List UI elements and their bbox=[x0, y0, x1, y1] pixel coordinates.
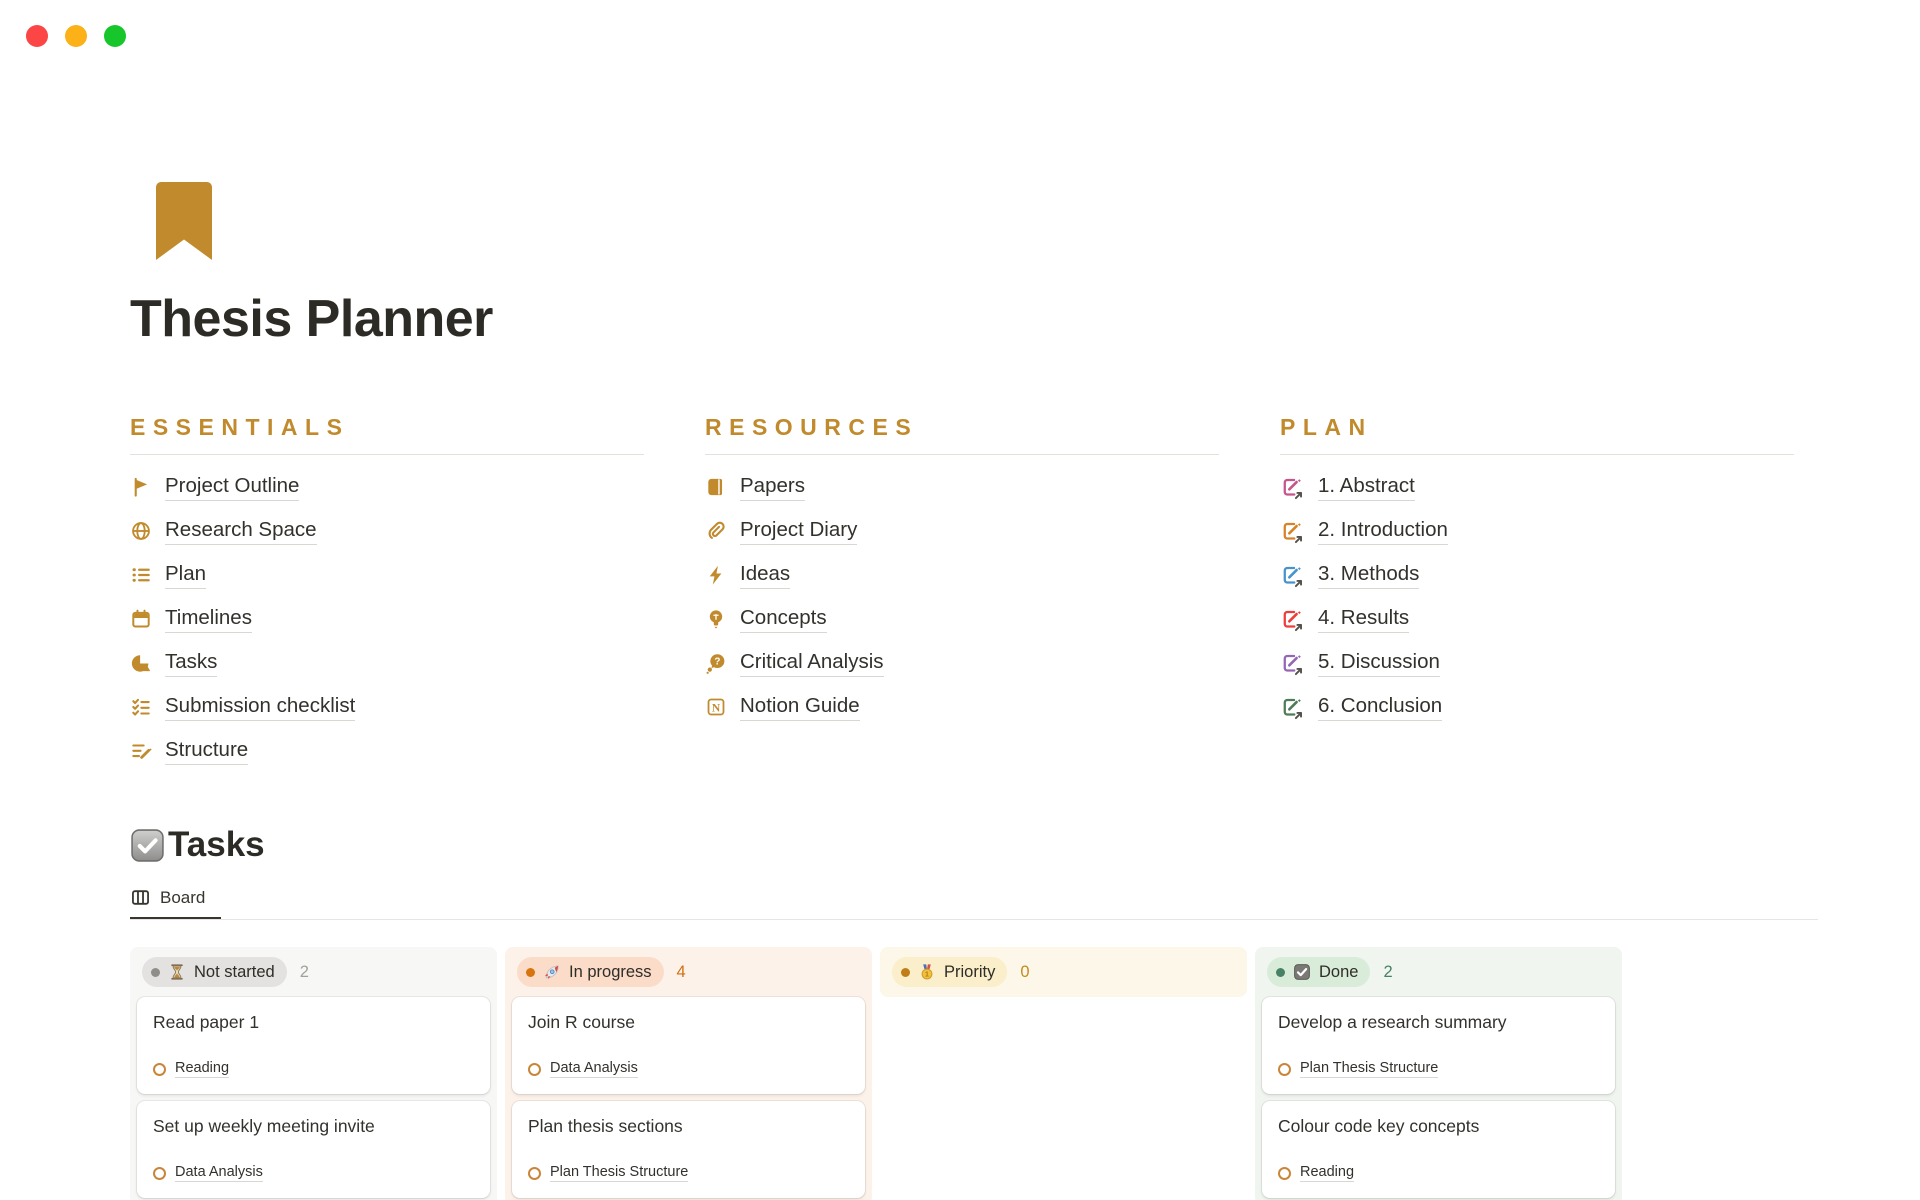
link-concepts[interactable] bbox=[705, 597, 1219, 641]
link-critical-analysis[interactable] bbox=[705, 641, 1219, 685]
paperclip-icon bbox=[705, 520, 727, 542]
column-count: 2 bbox=[1383, 962, 1393, 981]
section-essentials bbox=[130, 414, 644, 773]
task-card[interactable] bbox=[137, 997, 490, 1094]
thought-question-icon bbox=[705, 652, 727, 674]
link-label: Timelines bbox=[165, 606, 252, 633]
column-header bbox=[512, 954, 865, 990]
lightning-icon bbox=[705, 564, 727, 586]
section-heading: PLAN bbox=[1280, 414, 1794, 455]
tab-label: Board bbox=[160, 887, 206, 907]
section-heading: RESOURCES bbox=[705, 414, 1219, 455]
link-plan[interactable] bbox=[130, 553, 644, 597]
card-title: Set up weekly meeting invite bbox=[153, 1116, 375, 1136]
checkbox-check-icon bbox=[130, 828, 165, 863]
pie-chart-icon bbox=[130, 652, 152, 674]
link-project-diary[interactable] bbox=[705, 509, 1219, 553]
link-label: Research Space bbox=[165, 518, 317, 545]
link-structure[interactable] bbox=[130, 729, 644, 773]
compose-icon bbox=[1280, 519, 1305, 544]
zoom-button[interactable] bbox=[104, 25, 126, 47]
compose-icon bbox=[1280, 651, 1305, 676]
link-methods[interactable] bbox=[1280, 553, 1794, 597]
link-label: Plan bbox=[165, 562, 206, 589]
column-header bbox=[1262, 954, 1615, 990]
link-conclusion[interactable] bbox=[1280, 685, 1794, 729]
link-label: Notion Guide bbox=[740, 694, 860, 721]
link-tasks[interactable] bbox=[130, 641, 644, 685]
tag-label: Reading bbox=[1300, 1164, 1355, 1180]
tag-label: Reading bbox=[175, 1060, 230, 1076]
task-card[interactable] bbox=[512, 1101, 865, 1198]
link-label: Concepts bbox=[740, 606, 827, 633]
card-tag bbox=[528, 1060, 849, 1078]
compose-icon bbox=[1280, 475, 1305, 500]
close-button[interactable] bbox=[26, 25, 48, 47]
link-label: 5. Discussion bbox=[1318, 650, 1440, 677]
tasks-title: Tasks bbox=[168, 825, 265, 864]
link-label: 2. Introduction bbox=[1318, 518, 1448, 545]
tag-label: Plan Thesis Structure bbox=[1300, 1060, 1439, 1076]
link-papers[interactable] bbox=[705, 465, 1219, 509]
page bbox=[0, 182, 1920, 1200]
checkbox-check-icon bbox=[1293, 963, 1311, 981]
compose-icon bbox=[1280, 563, 1305, 588]
window-controls bbox=[26, 25, 126, 47]
status-pill[interactable] bbox=[517, 957, 664, 987]
link-label: 1. Abstract bbox=[1318, 474, 1415, 501]
status-dot bbox=[151, 968, 160, 977]
flag-icon bbox=[130, 476, 152, 498]
pencil-lines-icon bbox=[130, 740, 152, 762]
link-project-outline[interactable] bbox=[130, 465, 644, 509]
minimize-button[interactable] bbox=[65, 25, 87, 47]
view-tabbar bbox=[130, 883, 1818, 920]
kanban-column-not-started bbox=[130, 947, 497, 1200]
circle-ring-icon bbox=[153, 1167, 166, 1180]
globe-icon bbox=[130, 520, 152, 542]
card-title: Join R course bbox=[528, 1012, 635, 1032]
card-tag bbox=[1278, 1060, 1599, 1078]
tag-label: Plan Thesis Structure bbox=[550, 1164, 689, 1180]
lightbulb-icon bbox=[705, 608, 727, 630]
link-timelines[interactable] bbox=[130, 597, 644, 641]
link-label: Project Diary bbox=[740, 518, 857, 545]
compose-icon bbox=[1280, 607, 1305, 632]
compose-icon bbox=[1280, 695, 1305, 720]
book-icon bbox=[705, 476, 727, 498]
checklist-icon bbox=[130, 696, 152, 718]
column-header bbox=[137, 954, 490, 990]
task-card[interactable] bbox=[1262, 1101, 1615, 1198]
link-label: Submission checklist bbox=[165, 694, 355, 721]
section-heading: ESSENTIALS bbox=[130, 414, 644, 455]
circle-ring-icon bbox=[153, 1063, 166, 1076]
status-dot bbox=[901, 968, 910, 977]
card-title: Plan thesis sections bbox=[528, 1116, 683, 1136]
svg-text:1: 1 bbox=[924, 969, 930, 979]
status-label: In progress bbox=[569, 962, 652, 981]
task-card[interactable] bbox=[512, 997, 865, 1094]
calendar-icon bbox=[130, 608, 152, 630]
status-dot bbox=[526, 968, 535, 977]
section-resources bbox=[705, 414, 1219, 773]
svg-text:N: N bbox=[711, 702, 721, 715]
board-view-icon bbox=[130, 887, 151, 908]
status-label: Priority bbox=[944, 962, 996, 981]
circle-ring-icon bbox=[1278, 1167, 1291, 1180]
tag-label: Data Analysis bbox=[175, 1164, 263, 1180]
kanban-column-done bbox=[1255, 947, 1622, 1200]
link-label: Papers bbox=[740, 474, 805, 501]
status-label: Done bbox=[1319, 962, 1359, 981]
link-label: Ideas bbox=[740, 562, 790, 589]
link-submission-checklist[interactable] bbox=[130, 685, 644, 729]
bookmark-icon[interactable] bbox=[156, 182, 212, 260]
link-columns bbox=[130, 414, 1920, 773]
circle-ring-icon bbox=[528, 1167, 541, 1180]
svg-text:?: ? bbox=[714, 656, 721, 668]
link-label: 4. Results bbox=[1318, 606, 1409, 633]
card-tag bbox=[1278, 1164, 1599, 1182]
status-pill[interactable] bbox=[892, 957, 1007, 987]
rocket-icon bbox=[543, 963, 561, 981]
status-pill[interactable] bbox=[1267, 957, 1370, 987]
circle-ring-icon bbox=[528, 1063, 541, 1076]
hourglass-icon bbox=[168, 963, 186, 981]
card-title: Develop a research summary bbox=[1278, 1012, 1507, 1032]
card-tag bbox=[153, 1060, 474, 1078]
link-results[interactable] bbox=[1280, 597, 1794, 641]
medal-icon bbox=[918, 963, 936, 981]
kanban-column-priority bbox=[880, 947, 1247, 997]
link-abstract[interactable] bbox=[1280, 465, 1794, 509]
task-card[interactable] bbox=[1262, 997, 1615, 1094]
card-tag bbox=[528, 1164, 849, 1182]
link-notion-guide[interactable] bbox=[705, 685, 1219, 729]
tasks-heading bbox=[130, 825, 1920, 865]
link-ideas[interactable] bbox=[705, 553, 1219, 597]
card-tag bbox=[153, 1164, 474, 1182]
status-pill[interactable] bbox=[142, 957, 287, 987]
link-label: 3. Methods bbox=[1318, 562, 1419, 589]
section-plan bbox=[1280, 414, 1794, 773]
link-label: Tasks bbox=[165, 650, 217, 677]
column-count: 0 bbox=[1020, 962, 1030, 981]
card-title: Read paper 1 bbox=[153, 1012, 260, 1032]
link-label: Critical Analysis bbox=[740, 650, 884, 677]
kanban-board bbox=[130, 947, 1920, 1200]
notion-logo-icon bbox=[705, 696, 727, 718]
status-dot bbox=[1276, 968, 1285, 977]
link-discussion[interactable] bbox=[1280, 641, 1794, 685]
column-count: 4 bbox=[676, 962, 686, 981]
link-introduction[interactable] bbox=[1280, 509, 1794, 553]
column-count: 2 bbox=[299, 962, 309, 981]
task-card[interactable] bbox=[137, 1101, 490, 1198]
link-label: Structure bbox=[165, 738, 248, 765]
page-title: Thesis Planner bbox=[130, 290, 493, 348]
circle-ring-icon bbox=[1278, 1063, 1291, 1076]
list-icon bbox=[130, 564, 152, 586]
column-header bbox=[887, 954, 1240, 990]
kanban-column-in-progress bbox=[505, 947, 872, 1200]
tag-label: Data Analysis bbox=[550, 1060, 638, 1076]
link-label: 6. Conclusion bbox=[1318, 694, 1442, 721]
tab-board[interactable] bbox=[130, 883, 221, 919]
card-title: Colour code key concepts bbox=[1278, 1116, 1480, 1136]
status-label: Not started bbox=[194, 962, 275, 981]
link-label: Project Outline bbox=[165, 474, 299, 501]
link-research-space[interactable] bbox=[130, 509, 644, 553]
